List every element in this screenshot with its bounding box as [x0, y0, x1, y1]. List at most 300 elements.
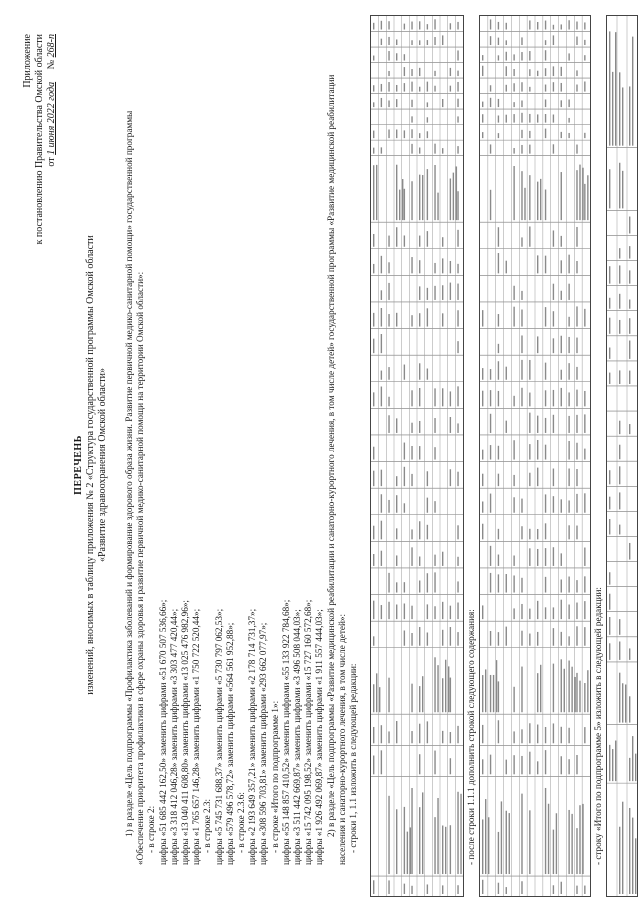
illegible-cell-text	[388, 51, 389, 61]
illegible-cell-text	[521, 37, 522, 45]
illegible-cell-text	[561, 882, 562, 894]
illegible-cell-text	[404, 582, 405, 592]
illegible-cell-text	[376, 673, 377, 712]
illegible-cell-text	[498, 832, 499, 874]
illegible-cell-text	[373, 131, 374, 139]
illegible-cell-text	[457, 423, 458, 433]
illegible-cell-text	[388, 678, 389, 713]
illegible-cell-text	[553, 115, 554, 123]
illegible-cell-text	[629, 246, 630, 258]
illegible-cell-text	[427, 308, 428, 326]
illegible-cell-text	[419, 521, 420, 539]
illegible-cell-text	[482, 310, 483, 326]
illegible-cell-text	[561, 236, 562, 247]
illegible-cell-text	[576, 828, 577, 874]
illegible-cell-text	[396, 605, 397, 620]
illegible-cell-text	[427, 169, 428, 220]
illegible-cell-text	[388, 397, 389, 407]
body-line: цифры «55 148 857 410,52» заменить цифрами «55 133 922 784,68»;	[280, 599, 291, 865]
illegible-cell-text	[457, 284, 458, 300]
illegible-cell-text	[427, 471, 428, 486]
illegible-cell-text	[579, 165, 580, 221]
illegible-cell-text	[582, 168, 583, 220]
illegible-cell-text	[442, 258, 443, 273]
illegible-cell-text	[388, 71, 389, 76]
illegible-cell-text	[545, 21, 546, 30]
illegible-cell-text	[545, 750, 546, 774]
illegible-cell-text	[537, 529, 538, 539]
illegible-cell-text	[482, 759, 483, 774]
illegible-cell-text	[396, 528, 397, 539]
illegible-cell-text	[619, 294, 620, 309]
illegible-cell-text	[576, 338, 577, 354]
illegible-cell-text	[490, 190, 491, 220]
illegible-cell-text	[579, 805, 580, 874]
illegible-cell-text	[521, 100, 522, 107]
illegible-cell-text	[373, 234, 374, 247]
illegible-cell-text	[622, 87, 623, 145]
illegible-cell-text	[457, 557, 458, 566]
illegible-cell-text	[529, 114, 530, 123]
illegible-cell-text	[411, 731, 412, 743]
illegible-cell-text	[561, 132, 562, 138]
illegible-cell-text	[568, 118, 569, 123]
illegible-cell-text	[419, 40, 420, 45]
illegible-cell-text	[411, 390, 412, 406]
title-line-1: изменений, вносимых в таблицу приложения № 2 «Структура государственной программы Омской области	[85, 235, 96, 695]
illegible-cell-text	[388, 880, 389, 894]
illegible-cell-text	[612, 749, 613, 781]
illegible-cell-text	[419, 236, 420, 247]
illegible-cell-text	[529, 723, 530, 743]
illegible-cell-text	[584, 727, 585, 743]
illegible-cell-text	[629, 543, 630, 560]
illegible-cell-text	[498, 38, 499, 45]
illegible-cell-text	[434, 555, 435, 566]
illegible-cell-text	[498, 22, 499, 30]
illegible-cell-text	[553, 547, 554, 566]
illegible-cell-text	[521, 578, 522, 593]
illegible-cell-text	[576, 85, 577, 92]
illegible-cell-text	[404, 67, 405, 76]
illegible-cell-text	[411, 69, 412, 76]
illegible-cell-text	[537, 182, 538, 221]
illegible-cell-text	[434, 817, 435, 874]
illegible-cell-text	[529, 634, 530, 646]
illegible-cell-text	[482, 605, 483, 619]
illegible-cell-text	[506, 23, 507, 30]
illegible-cell-text	[576, 22, 577, 30]
illegible-cell-text	[540, 179, 541, 220]
illegible-cell-text	[490, 19, 491, 29]
appendix-date-value: 1 июня 2022 года	[46, 81, 57, 155]
illegible-cell-text	[456, 166, 457, 220]
illegible-cell-text	[450, 86, 451, 92]
illegible-cell-text	[561, 632, 562, 646]
illegible-cell-text	[571, 814, 572, 874]
illegible-cell-text	[407, 832, 408, 874]
illegible-cell-text	[529, 51, 530, 61]
illegible-cell-text	[545, 256, 546, 274]
illegible-cell-text	[482, 368, 483, 380]
illegible-cell-text	[513, 687, 514, 712]
illegible-cell-text	[584, 391, 585, 406]
illegible-cell-text	[568, 416, 569, 433]
illegible-cell-text	[404, 603, 405, 619]
illegible-cell-text	[490, 98, 491, 107]
illegible-cell-text	[576, 306, 577, 326]
illegible-cell-text	[381, 551, 382, 566]
illegible-cell-text	[561, 499, 562, 512]
illegible-cell-text	[629, 808, 630, 894]
illegible-cell-text	[584, 81, 585, 91]
illegible-cell-text	[576, 886, 577, 894]
illegible-cell-text	[411, 257, 412, 273]
illegible-cell-text	[460, 794, 461, 874]
illegible-cell-text	[506, 85, 507, 92]
illegible-cell-text	[442, 731, 443, 743]
illegible-cell-text	[513, 307, 514, 327]
illegible-cell-text	[404, 130, 405, 138]
illegible-cell-text	[513, 148, 514, 154]
illegible-cell-text	[521, 794, 522, 874]
illegible-cell-text	[404, 467, 405, 486]
illegible-cell-text	[513, 755, 514, 774]
illegible-cell-text	[521, 388, 522, 407]
illegible-cell-text	[509, 813, 510, 874]
illegible-cell-text	[584, 55, 585, 60]
illegible-cell-text	[537, 468, 538, 487]
illegible-cell-text	[576, 494, 577, 513]
illegible-cell-text	[584, 493, 585, 512]
illegible-cell-text	[490, 85, 491, 91]
illegible-cell-text	[537, 71, 538, 76]
body-line: цифры «1 765 657 146,28» заменить цифрами «1 750 722 520,44»;	[191, 608, 202, 865]
illegible-cell-text	[427, 721, 428, 743]
illegible-cell-text	[521, 526, 522, 539]
illegible-cell-text	[448, 666, 449, 712]
illegible-cell-text	[576, 37, 577, 46]
illegible-cell-text	[485, 799, 486, 874]
illegible-cell-text	[411, 40, 412, 45]
illegible-cell-text	[373, 313, 374, 327]
illegible-cell-text	[442, 602, 443, 619]
illegible-cell-text	[457, 386, 458, 406]
illegible-cell-text	[427, 40, 428, 45]
illegible-cell-text	[381, 521, 382, 540]
illegible-cell-text	[381, 387, 382, 407]
illegible-cell-text	[419, 724, 420, 744]
illegible-cell-text	[561, 83, 562, 92]
illegible-cell-text	[629, 341, 630, 359]
illegible-cell-text	[482, 450, 483, 460]
illegible-cell-text	[545, 190, 546, 221]
illegible-cell-text	[521, 82, 522, 91]
illegible-cell-text	[584, 133, 585, 138]
illegible-cell-text	[490, 631, 491, 646]
illegible-cell-text	[521, 756, 522, 774]
illegible-cell-text	[553, 35, 554, 45]
illegible-cell-text	[521, 335, 522, 353]
illegible-cell-text	[450, 606, 451, 619]
illegible-cell-text	[450, 391, 451, 406]
illegible-cell-text	[609, 497, 610, 510]
illegible-cell-text	[381, 470, 382, 486]
illegible-cell-text	[576, 367, 577, 380]
illegible-cell-text	[568, 392, 569, 406]
illegible-cell-text	[609, 31, 610, 145]
illegible-cell-text	[629, 300, 630, 309]
illegible-cell-text	[619, 673, 620, 723]
illegible-cell-text	[537, 673, 538, 712]
illegible-cell-text	[609, 169, 610, 208]
illegible-cell-text	[427, 24, 428, 29]
illegible-cell-text	[457, 792, 458, 874]
illegible-cell-text	[498, 681, 499, 712]
illegible-cell-text	[490, 494, 491, 513]
illegible-cell-text	[609, 373, 610, 384]
illegible-cell-text	[434, 37, 435, 45]
appendix-label: Приложение	[22, 34, 33, 88]
illegible-cell-text	[388, 500, 389, 513]
illegible-cell-text	[388, 731, 389, 743]
illegible-cell-text	[404, 189, 405, 220]
illegible-cell-text	[434, 751, 435, 775]
body-line: цифры «579 496 578,72» заменить цифрами «564 561 952,88»;	[224, 622, 235, 865]
illegible-cell-text	[450, 23, 451, 29]
body-line: 2) в разделе «Цель подпрограммы «Развитие медицинской реабилитации и санаторно-курортного лечения, в том числе детей» государственной программы «Развитие медицинской реабилитации	[325, 74, 336, 837]
illegible-cell-text	[396, 555, 397, 565]
illegible-cell-text	[629, 696, 630, 722]
illegible-cell-text	[419, 87, 420, 92]
illegible-cell-text	[568, 636, 569, 645]
illegible-cell-text	[442, 885, 443, 894]
illegible-cell-text	[576, 469, 577, 486]
body-line: цифры «2 193 649 357,21» заменить цифрами «2 178 714 731,37»;	[247, 608, 258, 865]
illegible-cell-text	[498, 720, 499, 743]
illegible-cell-text	[609, 572, 610, 584]
illegible-cell-text	[434, 165, 435, 220]
illegible-cell-text	[553, 885, 554, 894]
illegible-cell-text	[434, 501, 435, 513]
illegible-cell-text	[609, 617, 610, 635]
illegible-cell-text	[437, 665, 438, 712]
illegible-cell-text	[612, 72, 613, 146]
illegible-cell-text	[388, 796, 389, 874]
illegible-cell-text	[568, 577, 569, 593]
body-text	[124, 35, 359, 865]
illegible-cell-text	[545, 577, 546, 593]
illegible-cell-text	[625, 685, 626, 723]
illegible-cell-text	[553, 66, 554, 76]
illegible-cell-text	[619, 265, 620, 283]
illegible-cell-text	[411, 315, 412, 326]
illegible-cell-text	[576, 390, 577, 407]
illegible-cell-text	[632, 818, 633, 894]
illegible-cell-text	[411, 529, 412, 539]
illegible-cell-text	[453, 173, 454, 221]
illegible-cell-text	[619, 421, 620, 434]
illegible-cell-text	[545, 390, 546, 406]
illegible-cell-text	[427, 632, 428, 645]
illegible-cell-text	[561, 24, 562, 29]
illegible-cell-text	[419, 363, 420, 379]
illegible-cell-text	[490, 675, 491, 712]
illegible-cell-text	[568, 53, 569, 60]
illegible-cell-text	[553, 25, 554, 30]
illegible-cell-text	[622, 171, 623, 209]
illegible-cell-text	[396, 39, 397, 45]
illegible-cell-text	[411, 100, 412, 107]
illegible-cell-text	[388, 602, 389, 619]
body-line: цифры «5 745 731 688,37» заменить цифрами «5 730 797 062,53»;	[213, 608, 224, 865]
illegible-cell-text	[529, 69, 530, 76]
illegible-cell-text	[537, 416, 538, 433]
illegible-cell-text	[411, 116, 412, 122]
illegible-cell-text	[482, 55, 483, 60]
illegible-cell-text	[419, 313, 420, 326]
document-title	[73, 185, 109, 745]
illegible-cell-text	[419, 754, 420, 774]
table-grid	[371, 16, 463, 896]
illegible-cell-text	[561, 659, 562, 712]
illegible-cell-text	[396, 495, 397, 513]
illegible-cell-text	[619, 641, 620, 659]
illegible-cell-text	[457, 82, 458, 92]
illegible-cell-text	[427, 102, 428, 107]
illegible-cell-text	[524, 188, 525, 220]
illegible-cell-text	[419, 421, 420, 433]
illegible-cell-text	[404, 83, 405, 91]
illegible-cell-text	[457, 525, 458, 539]
illegible-cell-text	[442, 99, 443, 107]
illegible-cell-text	[498, 344, 499, 353]
illegible-cell-text	[381, 750, 382, 774]
illegible-cell-text	[373, 392, 374, 406]
illegible-cell-text	[457, 310, 458, 326]
illegible-cell-text	[434, 86, 435, 92]
illegible-cell-text	[568, 284, 569, 300]
illegible-cell-text	[373, 148, 374, 154]
appendix-header	[22, 34, 58, 264]
illegible-cell-text	[545, 363, 546, 380]
illegible-cell-text	[434, 388, 435, 406]
illegible-cell-text	[419, 260, 420, 273]
illegible-cell-text	[457, 116, 458, 122]
illegible-cell-text	[450, 825, 451, 874]
illegible-cell-text	[381, 334, 382, 353]
illegible-cell-text	[450, 678, 451, 713]
illegible-cell-text	[553, 607, 554, 619]
illegible-cell-text	[450, 417, 451, 433]
illegible-cell-text	[404, 807, 405, 874]
illegible-cell-text	[373, 601, 374, 619]
illegible-cell-text	[553, 311, 554, 326]
illegible-cell-text	[582, 804, 583, 874]
illegible-cell-text	[381, 371, 382, 380]
illegible-cell-text	[513, 69, 514, 76]
illegible-cell-text	[373, 23, 374, 30]
illegible-cell-text	[450, 68, 451, 76]
illegible-cell-text	[434, 144, 435, 154]
table-total-subprogram-5	[606, 15, 638, 897]
illegible-cell-text	[609, 318, 610, 334]
illegible-cell-text	[498, 99, 499, 107]
illegible-cell-text	[381, 21, 382, 30]
illegible-cell-text	[556, 813, 557, 874]
illegible-cell-text	[373, 165, 374, 220]
illegible-cell-text	[584, 449, 585, 460]
illegible-cell-text	[576, 580, 577, 592]
illegible-cell-text	[553, 82, 554, 91]
illegible-cell-text	[521, 130, 522, 138]
illegible-cell-text	[419, 557, 420, 566]
illegible-cell-text	[498, 115, 499, 122]
illegible-cell-text	[404, 365, 405, 380]
illegible-cell-text	[561, 579, 562, 592]
illegible-cell-text	[404, 884, 405, 894]
illegible-cell-text	[545, 727, 546, 743]
illegible-cell-text	[529, 548, 530, 566]
illegible-cell-text	[576, 70, 577, 76]
illegible-cell-text	[619, 72, 620, 145]
illegible-cell-text	[457, 264, 458, 274]
illegible-cell-text	[496, 660, 497, 712]
illegible-cell-text	[553, 496, 554, 513]
illegible-cell-text	[498, 391, 499, 406]
body-line: цифры «51 685 442 162,50» заменить цифрами «51 670 507 536,66»;	[157, 599, 168, 865]
illegible-cell-text	[410, 827, 411, 874]
illegible-cell-text	[561, 600, 562, 619]
illegible-cell-text	[537, 549, 538, 566]
illegible-cell-text	[498, 446, 499, 460]
illegible-cell-text	[609, 266, 610, 283]
illegible-cell-text	[445, 660, 446, 713]
appendix-date: от 1 июня 2022 года № 268-п	[46, 34, 57, 167]
illegible-cell-text	[457, 632, 458, 646]
illegible-cell-text	[442, 35, 443, 45]
illegible-cell-text	[545, 445, 546, 460]
illegible-cell-text	[584, 627, 585, 646]
illegible-cell-text	[411, 886, 412, 894]
illegible-cell-text	[529, 226, 530, 246]
illegible-cell-text	[529, 131, 530, 138]
illegible-cell-text	[545, 50, 546, 60]
illegible-cell-text	[490, 414, 491, 433]
illegible-cell-text	[427, 288, 428, 300]
illegible-cell-text	[445, 827, 446, 874]
illegible-cell-text	[629, 318, 630, 334]
illegible-cell-text	[584, 601, 585, 619]
illegible-cell-text	[396, 53, 397, 60]
illegible-cell-text	[529, 810, 530, 874]
illegible-cell-text	[498, 883, 499, 894]
illegible-cell-text	[561, 100, 562, 107]
illegible-cell-text	[396, 721, 397, 743]
illegible-cell-text	[450, 627, 451, 646]
illegible-cell-text	[490, 36, 491, 45]
illegible-cell-text	[457, 230, 458, 247]
illegible-cell-text	[561, 67, 562, 76]
illegible-cell-text	[411, 684, 412, 713]
illegible-cell-text	[434, 19, 435, 29]
caption-after-row: - после строки 1.1.1 дополнить строкой следующего содержания:	[466, 609, 476, 865]
illegible-cell-text	[635, 838, 636, 894]
illegible-cell-text	[513, 731, 514, 743]
illegible-cell-text	[506, 40, 507, 45]
body-line: «Обеспечение приоритета профилактики в сфере охраны здоровья и развитие первичной медико-санитарной помощи на территории Омской области»:	[135, 271, 146, 865]
illegible-cell-text	[574, 677, 575, 712]
